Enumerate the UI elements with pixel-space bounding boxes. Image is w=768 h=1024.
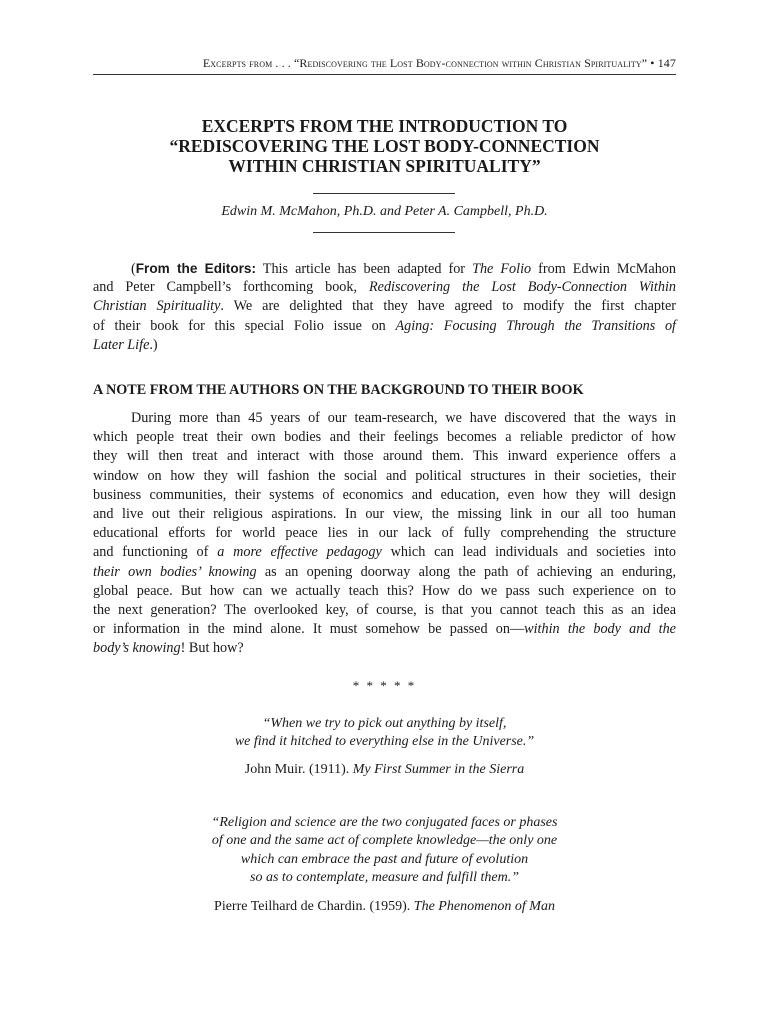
authors-byline: Edwin M. McMahon, Ph.D. and Peter A. Campbell, Ph.D. <box>221 204 548 219</box>
editors-note-line: of their book for this special Folio issue on Aging: Focusing Through the Transitions of <box>93 317 676 334</box>
epigraph-quote-muir <box>93 715 676 752</box>
source-title: My First Summer in the Sierra <box>352 762 525 777</box>
editors-note-line: Christian Spirituality. We are delighted that they have agreed to modify the first chapter <box>93 298 676 315</box>
title-line-1: EXCERPTS FROM THE INTRODUCTION TO <box>201 116 568 136</box>
header-rule <box>93 74 676 75</box>
editors-note-line: and Peter Campbell’s forthcoming book, Rediscovering the Lost Body-Connection Within <box>93 279 676 296</box>
editors-note <box>93 259 676 355</box>
title-line-3: WITHIN CHRISTIAN SPIRITUALITY” <box>228 156 541 176</box>
folio-title: The Folio <box>472 261 532 277</box>
paragraph-line: global peace. But how can we actually teach this? How do we pass such experience on to <box>93 582 676 599</box>
editors-label: From the Editors: <box>135 261 257 276</box>
quote-line: so as to contemplate, measure and fulfill them.” <box>250 870 519 886</box>
quote-line: which can embrace the past and future of evolution <box>240 851 529 867</box>
title-divider-top <box>313 193 455 194</box>
paragraph-line: their own bodies’ knowing as an opening doorway along the path of achieving an enduring, <box>93 563 676 580</box>
running-head <box>93 56 676 71</box>
quote-attribution-teilhard: Pierre Teilhard de Chardin. (1959). The Phenomenon of Man <box>214 899 555 914</box>
paragraph-line: they will then treat and interact with those around them. This inward experience offers a <box>93 448 676 465</box>
epigraph-quote-teilhard <box>93 814 676 888</box>
quote-line: “When we try to pick out anything by itself, <box>262 716 507 731</box>
article-title <box>93 116 676 176</box>
title-divider-bottom <box>313 232 455 233</box>
paragraph-line: window on how they will fashion the social and political structures in their societies, their <box>93 467 676 484</box>
section-separator: * * * * * <box>352 678 417 693</box>
editors-note-line: (From the Editors: This article has been adapted for The Folio from Edwin McMahon <box>131 261 676 277</box>
running-head-title: Excerpts from . . . “Rediscovering the Lost Body-connection within Christian Spirituality” <box>202 56 648 70</box>
authors-note-paragraph <box>93 409 676 658</box>
paragraph-line: and functioning of a more effective pedagogy which can lead individuals and societies into <box>93 544 677 561</box>
paragraph-line: educational efforts for world peace lies in our lack of fully comprehending the structure <box>93 525 676 542</box>
source-title: The Phenomenon of Man <box>413 899 555 914</box>
section-heading: A NOTE FROM THE AUTHORS ON THE BACKGROUND TO THEIR BOOK <box>93 382 584 398</box>
editors-note-line: Later Life.) <box>93 336 158 353</box>
quote-line: we find it hitched to everything else in the Universe.” <box>234 734 535 750</box>
title-line-2: “REDISCOVERING THE LOST BODY-CONNECTION <box>169 136 600 156</box>
paragraph-line: and live out their religious aspirations. In our view, the missing link in our all too human <box>93 505 676 522</box>
paragraph-line: which people treat their own bodies and their feelings becomes a reliable predictor of how <box>93 429 676 446</box>
page-number: • 147 <box>650 56 676 70</box>
paragraph-line: business communities, their systems of economics and education, even how they will design <box>93 486 676 503</box>
paragraph-line: During more than 45 years of our team-research, we have discovered that the ways in <box>131 410 676 426</box>
quote-line: “Religion and science are the two conjugated faces or phases <box>211 815 558 830</box>
quote-line: of one and the same act of complete knowledge—the only one <box>211 833 558 849</box>
paragraph-line: the next generation? The overlooked key, of course, is that you cannot teach this as an idea <box>93 601 676 618</box>
quote-attribution-muir: John Muir. (1911). My First Summer in the Sierra <box>244 762 525 777</box>
paragraph-line: body’s knowing! But how? <box>93 640 244 657</box>
paragraph-line: or information in the mind alone. It must somehow be passed on—within the body and the <box>93 621 676 638</box>
